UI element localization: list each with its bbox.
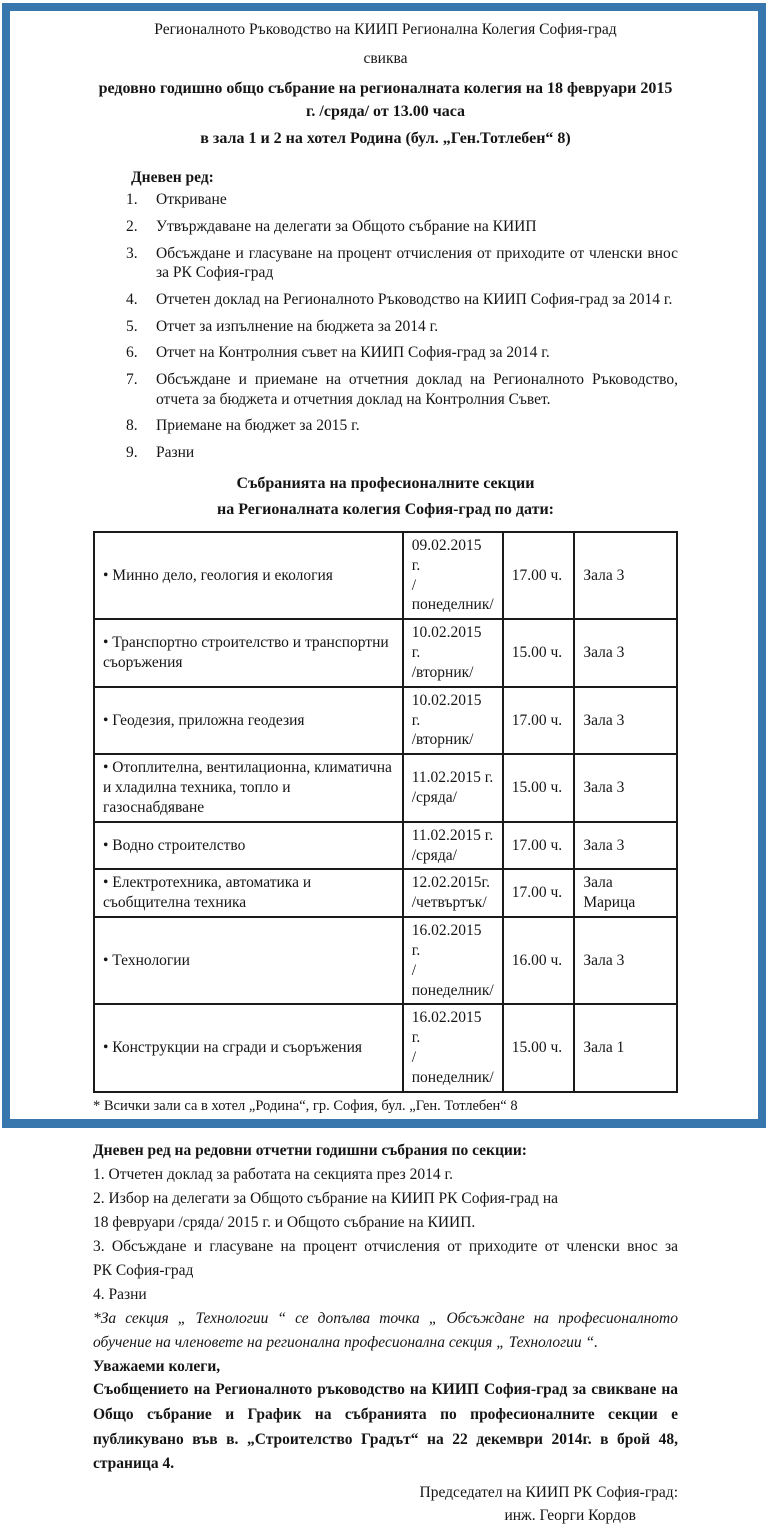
cell-time: 17.00 ч. <box>503 687 575 754</box>
section-agenda-line: 1. Отчетен доклад за работата на секцията през 2014 г. <box>93 1163 678 1187</box>
cell-section-name: • Водно строителство <box>94 822 403 870</box>
agenda-item-text: Разни <box>156 443 678 463</box>
weekday-value: /вторник/ <box>412 730 494 750</box>
cell-time: 17.00 ч. <box>503 532 575 619</box>
sections-table-title-line-1: Събранията на професионалните секции <box>93 475 678 493</box>
table-row <box>94 1004 677 1091</box>
agenda-item-number: 4. <box>126 290 156 310</box>
date-value: 11.02.2015 г. <box>412 826 494 846</box>
document-content <box>10 11 758 1528</box>
weekday-value: /понеделник/ <box>412 961 494 1001</box>
agenda-item-text: Откриване <box>156 190 678 210</box>
cell-time: 17.00 ч. <box>503 869 575 917</box>
cell-date <box>403 822 503 870</box>
agenda-item-text: Приемане на бюджет за 2015 г. <box>156 416 678 436</box>
cell-hall: Зала 3 <box>574 754 677 821</box>
sections-table-title <box>93 475 678 519</box>
header-meeting-line-2: г. /сряда/ от 13.00 часа <box>93 100 678 123</box>
cell-section-name: • Минно дело, геология и екология <box>94 532 403 619</box>
date-value: 16.02.2015 г. <box>412 921 494 961</box>
agenda-item <box>126 416 678 436</box>
agenda-item-number: 5. <box>126 317 156 337</box>
cell-hall: Зала 3 <box>574 917 677 1004</box>
agenda-item-text: Отчет за изпълнение на бюджета за 2014 г. <box>156 317 678 337</box>
cell-section-name: • Технологии <box>94 917 403 1004</box>
salutation: Уважаеми колеги, <box>93 1355 678 1378</box>
section-agenda-block <box>93 1139 678 1307</box>
date-value: 10.02.2015 г. <box>412 691 494 731</box>
technologies-note: *За секция „ Технологии “ се допълва точка „ Обсъждане на професионалното обучение на членовете на регионална професионална секция „ Технологии “. <box>93 1307 678 1355</box>
cell-section-name: • Електротехника, автоматика и съобщителна техника <box>94 869 403 917</box>
cell-time: 15.00 ч. <box>503 619 575 686</box>
section-agenda-line: РК София-град <box>93 1259 678 1283</box>
table-row <box>94 532 677 619</box>
agenda-item <box>126 217 678 237</box>
cell-date <box>403 687 503 754</box>
cell-date <box>403 619 503 686</box>
agenda-item <box>126 370 678 409</box>
agenda-item-text: Отчет на Контролния съвет на КИИП София-град за 2014 г. <box>156 343 678 363</box>
cell-section-name: • Геодезия, приложна геодезия <box>94 687 403 754</box>
weekday-value: /сряда/ <box>412 788 494 808</box>
cell-time: 15.00 ч. <box>503 754 575 821</box>
section-agenda-line: 18 февруари /сряда/ 2015 г. и Общото събрание на КИИП. <box>93 1211 678 1235</box>
table-row <box>94 869 677 917</box>
cell-hall: Зала 3 <box>574 822 677 870</box>
agenda-item-text: Обсъждане и приемане на отчетния доклад на Регионалното Ръководство, отчета за бюджета и отчетния доклад на Контролния Съвет. <box>156 370 678 409</box>
agenda-item <box>126 244 678 283</box>
agenda-item <box>126 190 678 210</box>
agenda-item-number: 1. <box>126 190 156 210</box>
section-agenda-line: 2. Избор на делегати за Общото събрание на КИИП РК София-град на <box>93 1187 678 1211</box>
section-agenda-line: 3. Обсъждане и гласуване на процент отчисления от приходите от членски внос за <box>93 1235 678 1259</box>
date-value: 10.02.2015 г. <box>412 623 494 663</box>
agenda-title: Дневен ред: <box>131 169 678 187</box>
date-value: 16.02.2015 г. <box>412 1008 494 1048</box>
agenda-item-number: 2. <box>126 217 156 237</box>
cell-hall: Зала Марица <box>574 869 677 917</box>
agenda-item-number: 9. <box>126 443 156 463</box>
cell-section-name: • Конструкции на сгради и съоръжения <box>94 1004 403 1091</box>
document-header <box>93 21 678 148</box>
date-value: 11.02.2015 г. <box>412 768 494 788</box>
publication-announcement: Съобщението на Регионалното ръководство на КИИП София-град за свикване на Общо събрание и График на събранията по професионалните секции е публикувано във в. „Строителство Градът“ на 22 декември 2014г. в брой 48, страница 4. <box>93 1378 678 1477</box>
weekday-value: /понеделник/ <box>412 1048 494 1088</box>
cell-date <box>403 917 503 1004</box>
agenda-item <box>126 443 678 463</box>
table-row <box>94 917 677 1004</box>
cell-hall: Зала 3 <box>574 687 677 754</box>
section-agenda-line: 4. Разни <box>93 1283 678 1307</box>
page-border-frame <box>2 3 766 1128</box>
weekday-value: /вторник/ <box>412 663 494 683</box>
signature-name: инж. Георги Кордов <box>93 1504 678 1527</box>
weekday-value: /четвъртък/ <box>412 893 494 913</box>
weekday-value: /понеделник/ <box>412 576 494 616</box>
header-convenes-line: свиква <box>93 50 678 68</box>
cell-section-name: • Отоплителна, вентилационна, климатична и хладилна техника, топло и газоснабдяване <box>94 754 403 821</box>
date-value: 09.02.2015 г. <box>412 536 494 576</box>
cell-hall: Зала 3 <box>574 532 677 619</box>
agenda-section <box>93 169 678 462</box>
cell-time: 17.00 ч. <box>503 822 575 870</box>
header-org-line: Регионалното Ръководство на КИИП Регионална Колегия София-град <box>93 21 678 39</box>
cell-section-name: • Транспортно строителство и транспортни съоръжения <box>94 619 403 686</box>
agenda-item-number: 6. <box>126 343 156 363</box>
table-row <box>94 822 677 870</box>
table-row <box>94 687 677 754</box>
cell-time: 16.00 ч. <box>503 917 575 1004</box>
cell-date <box>403 869 503 917</box>
weekday-value: /сряда/ <box>412 846 494 866</box>
date-value: 12.02.2015г. <box>412 873 494 893</box>
cell-hall: Зала 3 <box>574 619 677 686</box>
header-venue-line: в зала 1 и 2 на хотел Родина (бул. „Ген.Тотлебен“ 8) <box>93 130 678 148</box>
sections-schedule-table <box>93 531 678 1093</box>
table-footnote: * Всички зали са в хотел „Родина“, гр. София, бул. „Ген. Тотлебен“ 8 <box>93 1098 678 1115</box>
agenda-item-number: 8. <box>126 416 156 436</box>
agenda-item-number: 3. <box>126 244 156 283</box>
agenda-item <box>126 317 678 337</box>
header-meeting-line-1: редовно годишно общо събрание на регионалната колегия на 18 февруари 2015 <box>93 77 678 100</box>
cell-hall: Зала 1 <box>574 1004 677 1091</box>
cell-date <box>403 1004 503 1091</box>
agenda-item-text: Утвърждаване на делегати за Общото събрание на КИИП <box>156 217 678 237</box>
cell-time: 15.00 ч. <box>503 1004 575 1091</box>
agenda-list <box>126 190 678 462</box>
table-row <box>94 754 677 821</box>
agenda-item-text: Отчетен доклад на Регионалното Ръководство на КИИП София-град за 2014 г. <box>156 290 678 310</box>
sections-table-title-line-2: на Регионалната колегия София-град по дати: <box>93 501 678 519</box>
header-meeting-line <box>93 77 678 123</box>
table-row <box>94 619 677 686</box>
section-agenda-title: Дневен ред на редовни отчетни годишни събрания по секции: <box>93 1139 678 1163</box>
cell-date <box>403 532 503 619</box>
agenda-item <box>126 343 678 363</box>
agenda-item-number: 7. <box>126 370 156 409</box>
signature-title: Председател на КИИП РК София-град: <box>93 1481 678 1504</box>
signature-block <box>93 1481 678 1528</box>
agenda-item <box>126 290 678 310</box>
cell-date <box>403 754 503 821</box>
agenda-item-text: Обсъждане и гласуване на процент отчисления от приходите от членски внос за РК София-град <box>156 244 678 283</box>
